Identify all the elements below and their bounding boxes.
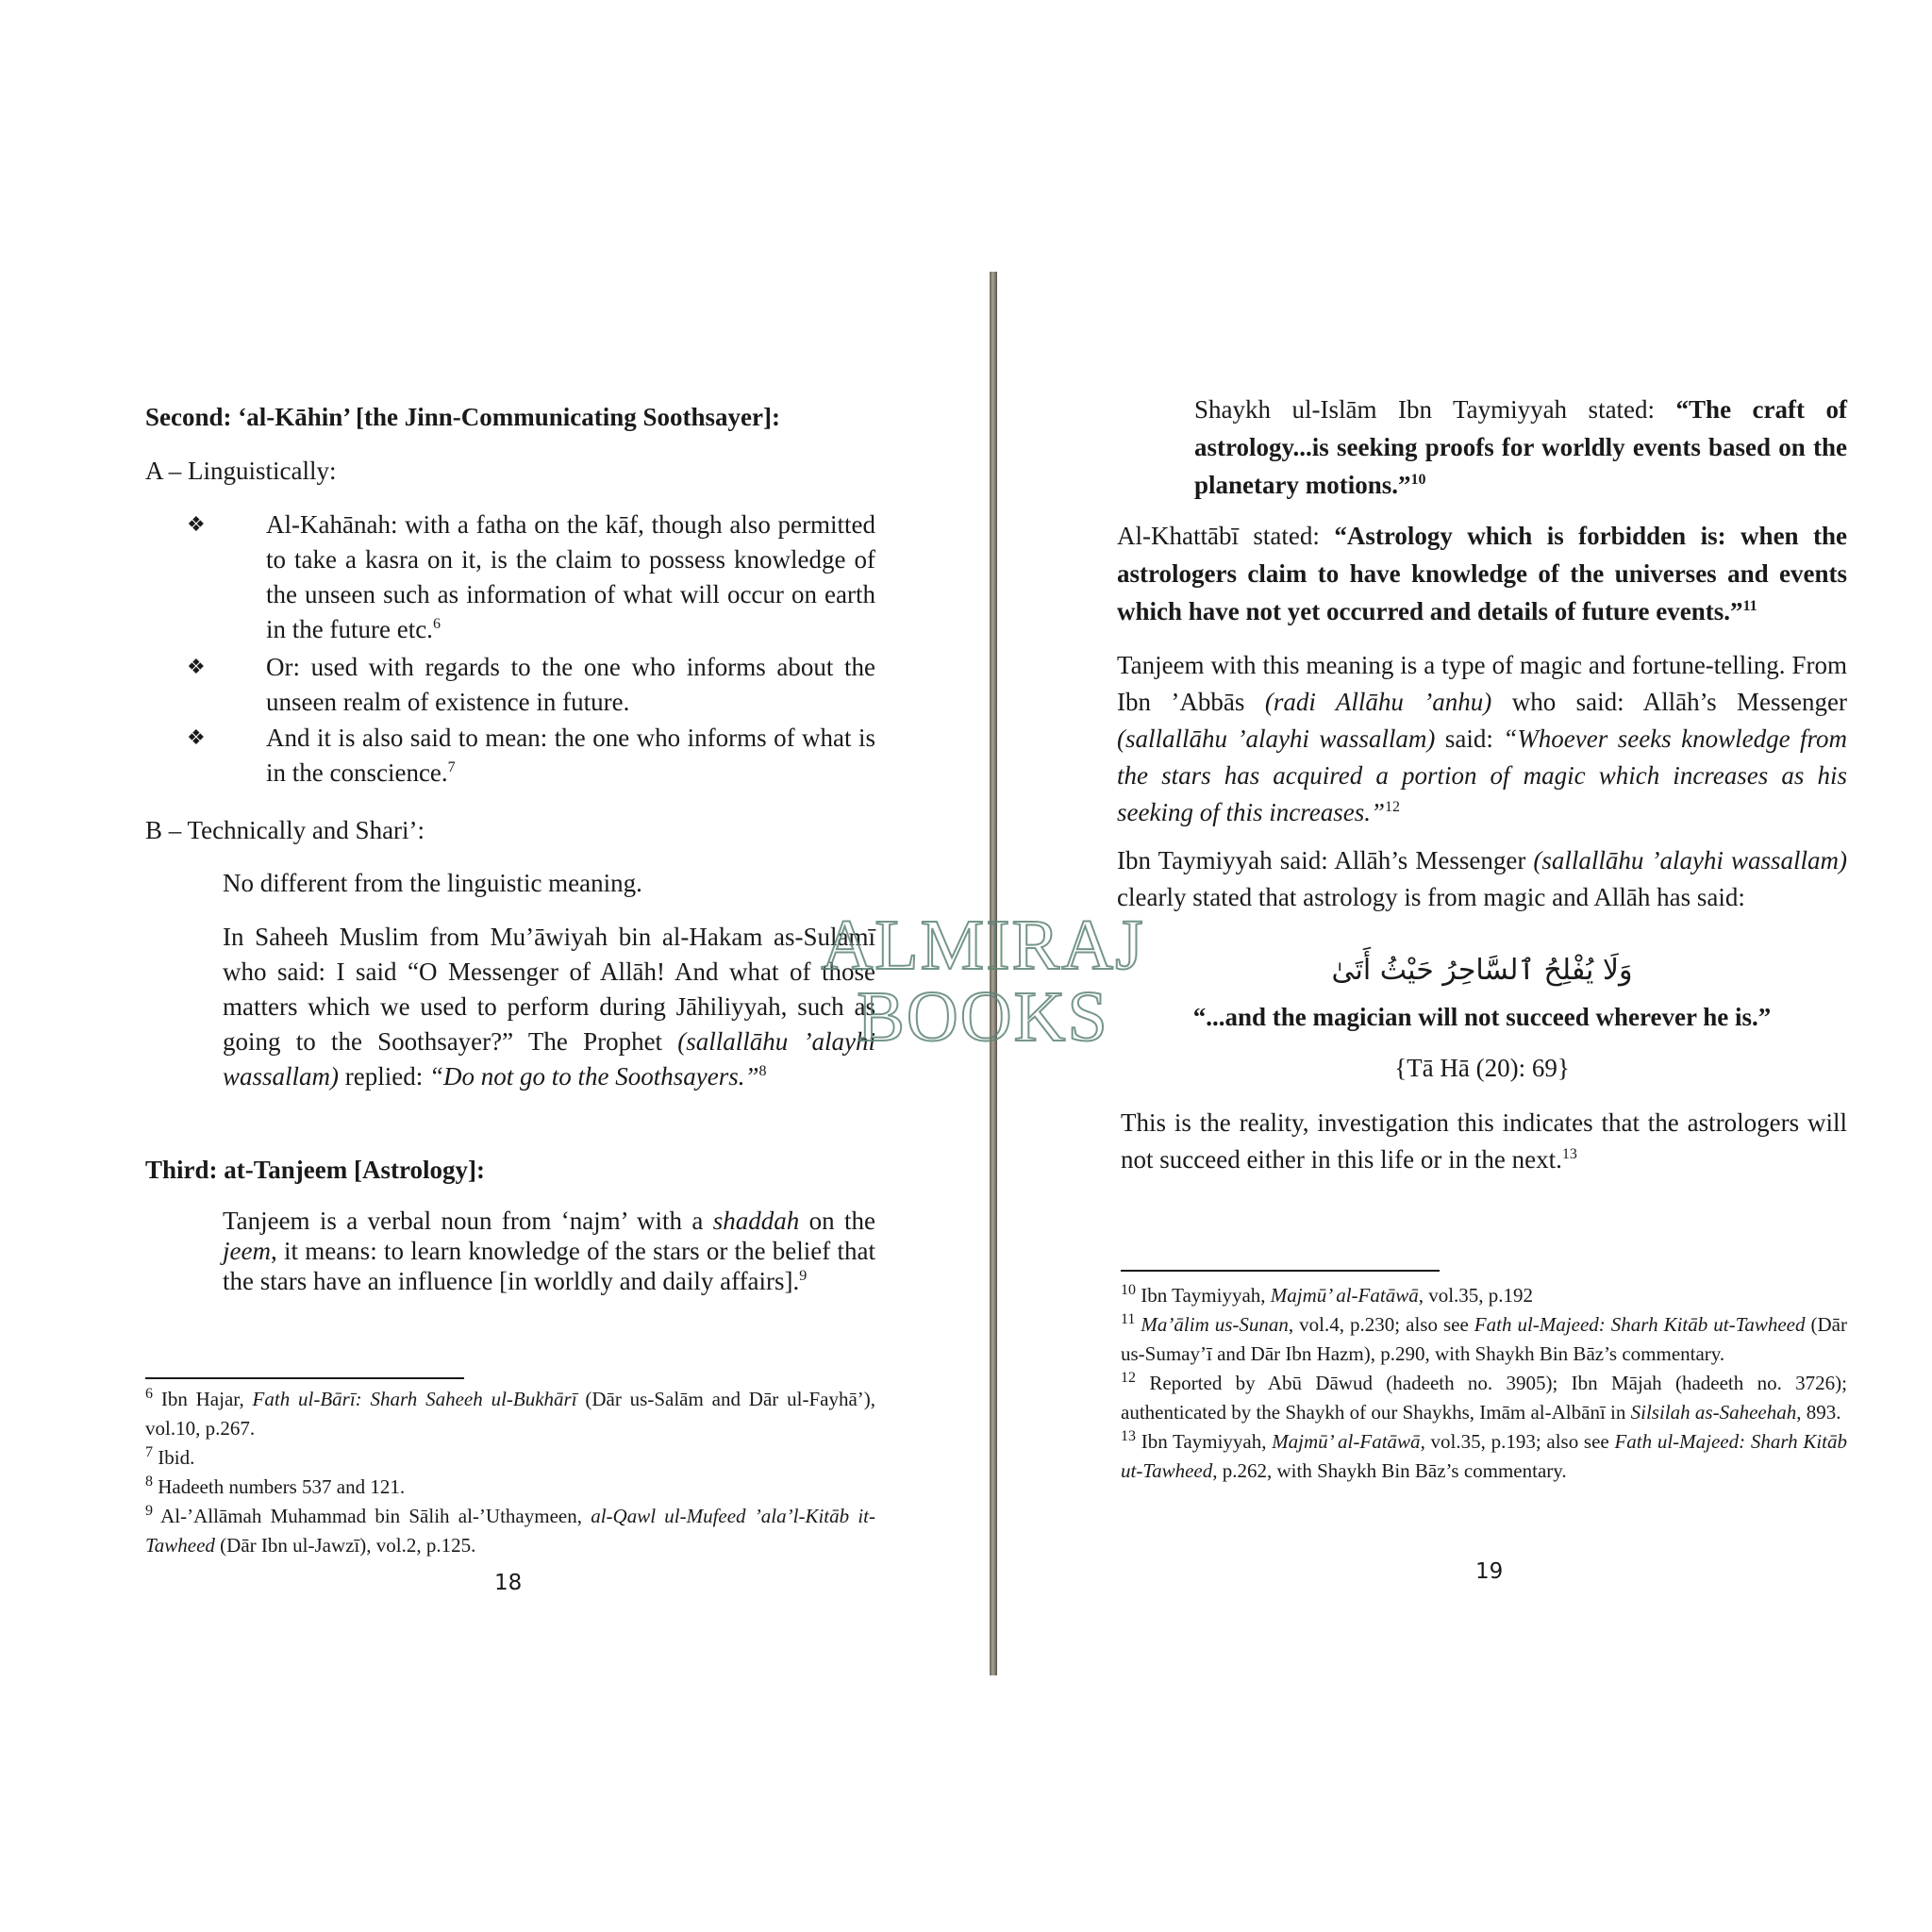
footnote-ref[interactable]: 11 <box>1742 598 1757 614</box>
footnote-ref[interactable]: 7 <box>447 759 456 775</box>
page-number-left: 18 <box>494 1571 523 1595</box>
arabic-verse: وَلَا يُفْلِحُ ٱلسَّاحِرُ حَيْثُ أَتَىٰ <box>1331 954 1633 987</box>
tanjeem-paragraph: Tanjeem is a verbal noun from ‘najm’ with a shaddah on the jeem, it means: to learn knowledge of the stars or the belief that the stars have an influence [in worldly and daily affairs].$^9$ <box>223 1207 876 1295</box>
verse-reference: {Tā Hā (20): 69} <box>1394 1054 1570 1082</box>
bullet-text: Or: used with regards to the one who informs about the unseen realm of existence in future. <box>266 653 875 716</box>
footnote-7: $^7$ Ibid. <box>145 1444 195 1469</box>
conclusion-paragraph: This is the reality, investigation this indicates that the astrologers will not succeed either in this life or in the next.$^{13}$ <box>1121 1108 1847 1174</box>
footnote-10: $^{10}$ Ibn Taymiyyah, Majmū’ al-Fatāwā, vol.35, p.192 <box>1121 1282 1534 1307</box>
bullet-text: And it is also said to mean: the one who informs of what is in the conscience.$^7$ <box>266 724 875 787</box>
footnote-12: $^{12}$ Reported by Abū Dāwud (hadeeth no. 3905); Ibn Mājah (hadeeth no. 3726); authenticated by the Shaykh of our Shaykhs, Imām al-Albānī in Silsilah as-Saheehah, 893. <box>1121 1370 1848 1424</box>
saheeh-muslim-paragraph: In Saheeh Muslim from Mu’āwiyah bin al-Hakam as-Sulamī who said: I said “O Messenger of Allāh! And what of those matters which we used to perform during Jāhiliyyah, such as going to the Soothsayer?” The Prophet (sallallāhu ’alayhi wassallam) replied: “Do not go to the Soothsayers.”$^8$ <box>223 923 876 1091</box>
heading-second: Second: ‘al-Kāhin’ [the Jinn-Communicating Soothsayer]: <box>145 403 781 431</box>
bullet-diamond-icon: ❖ <box>187 656 206 679</box>
footnote-13: $^{13}$ Ibn Taymiyyah, Majmū’ al-Fatāwā, vol.35, p.193; also see Fath ul-Majeed: Sharh Kitāb ut-Tawheed, p.262, with Shaykh Bin Bāz’s commentary. <box>1121 1428 1848 1482</box>
footnote-divider <box>1121 1270 1440 1272</box>
page-number-right: 19 <box>1475 1559 1504 1584</box>
khattabi-quote: Al-Khattābī stated: “Astrology which is forbidden is: when the astrologers claim to have knowledge of the universes and events which have not yet occurred and details of future events.”$^{11}$ <box>1117 522 1847 625</box>
footnote-11: $^{11}$ Ma’ālim us-Sunan, vol.4, p.230; also see Fath ul-Majeed: Sharh Kitāb ut-Tawheed (Dār us-Sumay’ī and Dār Ibn Hazm), p.290, with Shaykh Bin Bāz’s commentary. <box>1121 1311 1847 1365</box>
footnotes-left <box>145 1385 875 1560</box>
footnote-divider <box>145 1377 464 1379</box>
footnote-ref[interactable]: 8 <box>758 1063 767 1079</box>
footnote-ref[interactable]: 9 <box>799 1268 808 1284</box>
bullet-item <box>187 508 875 649</box>
heading-third: Third: at-Tanjeem [Astrology]: <box>145 1156 485 1184</box>
footnote-ref[interactable]: 12 <box>1384 799 1400 815</box>
bullet-diamond-icon: ❖ <box>187 726 206 750</box>
ibn-taymiyyah-magic-paragraph: Ibn Taymiyyah said: Allāh’s Messenger (sallallāhu ’alayhi wassallam) clearly stated that astrology is from magic and Allāh has said: <box>1117 846 1848 911</box>
footnote-ref[interactable]: 10 <box>1410 472 1426 488</box>
bullet-item <box>187 650 875 720</box>
bullet-diamond-icon: ❖ <box>187 513 206 537</box>
subhead-linguistically: A – Linguistically: <box>145 457 337 485</box>
footnote-8: $^8$ Hadeeth numbers 537 and 121. <box>145 1474 406 1498</box>
footnote-9: $^9$ Al-’Allāmah Muhammad bin Sālih al-’Uthaymeen, al-Qawl ul-Mufeed ’ala’l-Kitāb it-Tawheed (Dār Ibn ul-Jawzī), vol.2, p.125. <box>145 1503 876 1557</box>
watermark-text: ALMIRAJ BOOKS <box>821 906 1145 1057</box>
verse-translation: “...and the magician will not succeed wherever he is.” <box>1192 1003 1772 1031</box>
ibn-taymiyyah-astrology-quote: Shaykh ul-Islām Ibn Taymiyyah stated: “The craft of astrology...is seeking proofs for worldly events based on the planetary motions.”$^{10}$ <box>1194 395 1847 499</box>
footnote-ref[interactable]: 6 <box>432 616 441 632</box>
footnote-ref[interactable]: 13 <box>1561 1146 1577 1162</box>
subhead-technically: B – Technically and Shari’: <box>145 816 425 844</box>
footnote-6: $^6$ Ibn Hajar, Fath ul-Bārī: Sharh Saheeh ul-Bukhārī (Dār us-Salām and Dār ul-Fayhā’), vol.10, p.267. <box>145 1386 875 1440</box>
tanjeem-magic-paragraph: Tanjeem with this meaning is a type of magic and fortune-telling. From Ibn ’Abbās (radi Allāhu ’anhu) who said: Allāh’s Messenger (sallallāhu ’alayhi wassallam) said: “Whoever seeks knowledge from the stars has acquired a portion of magic which increases as his seeking of this increases.”$^{12}$ <box>1117 651 1848 826</box>
no-different-text: No different from the linguistic meaning. <box>223 869 642 897</box>
footnotes-right <box>1121 1281 1847 1486</box>
bullet-item <box>187 721 875 791</box>
bullet-text: Al-Kahānah: with a fatha on the kāf, though also permitted to take a kasra on it, is the claim to possess knowledge of the unseen such as information of what will occur on earth in the future etc.$^6$ <box>266 510 875 643</box>
